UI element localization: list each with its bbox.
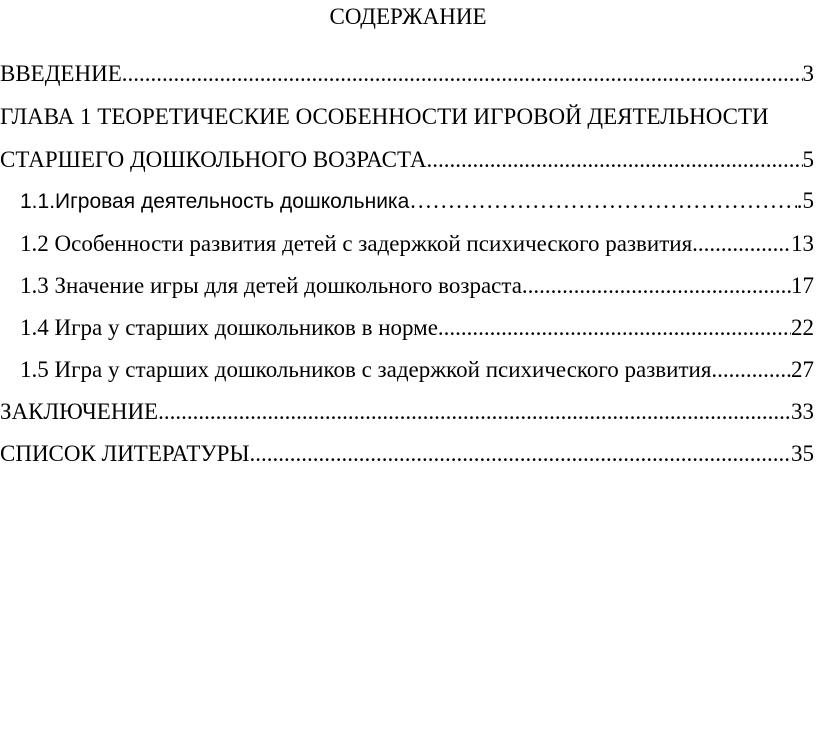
toc-entry-page: 17 [791,273,814,298]
dot-leader [158,397,791,427]
toc-entry-text: 1.2 Особенности развития детей с задержкой психического развития [20,231,693,256]
dot-leader [426,145,802,175]
toc-entry-text: 1.3 Значение игры для детей дошкольного возраста [20,273,522,298]
toc-entry-page: 13 [791,231,814,256]
toc-entry-conclusion [0,397,814,427]
toc-entry-page: .5 [796,188,814,213]
toc-entry-page: 33 [791,399,814,424]
toc-entry-page: 3 [802,61,814,86]
toc-entry-text: 1.1.Игровая деятельность дошкольника [20,190,410,213]
toc-entry-1-5 [20,355,814,385]
toc-entry-1-2 [20,229,814,259]
toc-entry-text: ЗАКЛЮЧЕНИЕ [0,399,159,424]
toc-entry-text: СТАРШЕГО ДОШКОЛЬНОГО ВОЗРАСТА [0,147,427,172]
toc-entry-references [0,439,814,469]
toc-entry-1-1 [20,186,814,216]
dot-leader [250,439,791,469]
dot-leader [409,186,797,216]
toc-entry-1-3 [20,271,814,301]
dot-leader [122,59,803,89]
toc-entry-page: 22 [791,315,814,340]
toc-title: СОДЕРЖАНИЕ [329,4,487,29]
toc-entry-introduction [0,59,814,89]
toc-entry-text: 1.4 Игра у старших дошкольников в норме [20,315,438,340]
dot-leader [711,355,791,385]
toc-entry-chapter1-line1: ГЛАВА 1 ТЕОРЕТИЧЕСКИЕ ОСОБЕННОСТИ ИГРОВОЙ ДЕЯТЕЛЬНОСТИ [0,104,769,129]
toc-entry-page: 5 [802,147,814,172]
toc-entry-1-4 [20,313,814,343]
toc-entry-page: 27 [791,357,814,382]
dot-leader [522,271,791,301]
toc-entry-text: ВВЕДЕНИЕ [0,61,122,86]
toc-entry-chapter1-line2 [0,145,814,175]
dot-leader [438,313,791,343]
toc-entry-text: СПИСОК ЛИТЕРАТУРЫ [0,441,250,466]
dot-leader [692,229,791,259]
toc-entry-text: 1.5 Игра у старших дошкольников с задержкой психического развития [20,357,712,382]
toc-entry-page: 35 [791,441,814,466]
